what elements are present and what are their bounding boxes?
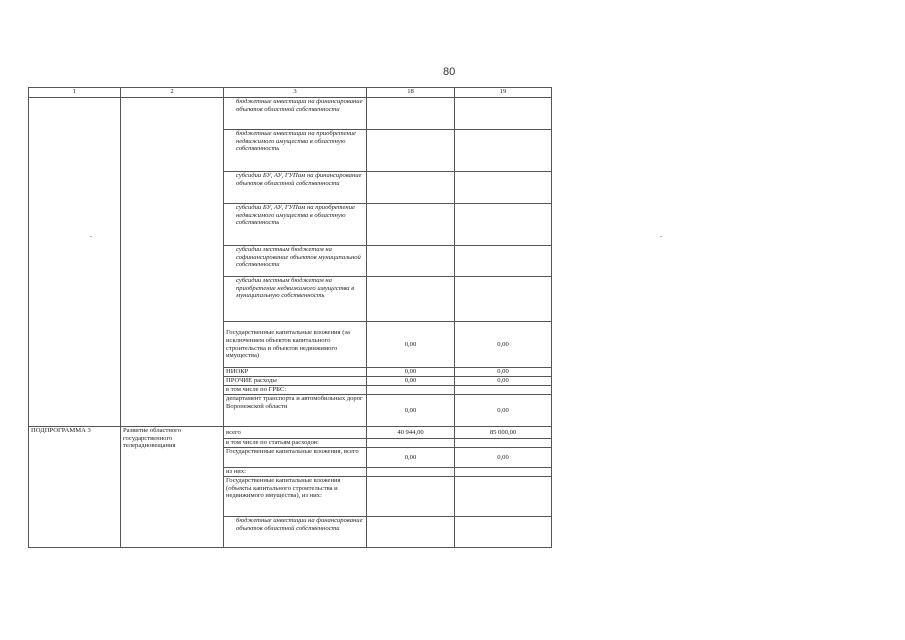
subprogram-row xyxy=(29,427,552,439)
value-19: 0,00 xyxy=(455,448,552,468)
value-18 xyxy=(367,517,455,548)
value-19 xyxy=(455,130,552,172)
value-19 xyxy=(455,172,552,204)
row-label: всего xyxy=(224,427,367,439)
row-label: департамент транспорта и автомобильных дорог Воронежской области xyxy=(224,395,367,427)
row-label: субсидии местным бюджетам на софинансирование объектов муниципальной собственности xyxy=(224,246,367,277)
row-label: субсидии местным бюджетам на приобретение недвижимого имущества в муниципальную собственность xyxy=(224,277,367,322)
col-header-19: 19 xyxy=(455,88,552,98)
value-19 xyxy=(455,517,552,548)
value-18 xyxy=(367,468,455,477)
empty-cell-col2 xyxy=(121,98,224,427)
header-row xyxy=(29,88,552,98)
value-18 xyxy=(367,277,455,322)
row-label: из них: xyxy=(224,468,367,477)
row-label: субсидии БУ, АУ, ГУПам на финансирование объектов областной собственности xyxy=(224,172,367,204)
value-19 xyxy=(455,439,552,448)
col-header-3: 3 xyxy=(224,88,367,98)
value-19: 0,00 xyxy=(455,368,552,377)
col-header-2: 2 xyxy=(121,88,224,98)
value-19 xyxy=(455,204,552,246)
value-18 xyxy=(367,172,455,204)
col-header-1: 1 xyxy=(29,88,121,98)
value-19: 85 000,00 xyxy=(455,427,552,439)
value-19: 0,00 xyxy=(455,322,552,368)
page-number: 80 xyxy=(443,66,456,78)
value-19 xyxy=(455,477,552,517)
value-18 xyxy=(367,439,455,448)
value-19: 0,00 xyxy=(455,395,552,427)
budget-table xyxy=(28,87,552,548)
value-19 xyxy=(455,246,552,277)
value-18 xyxy=(367,98,455,130)
row-label: в том числе по ГРБС: xyxy=(224,386,367,395)
value-18: 40 944,00 xyxy=(367,427,455,439)
value-18: 0,00 xyxy=(367,377,455,386)
table-row xyxy=(29,98,552,130)
value-18: 0,00 xyxy=(367,322,455,368)
value-19 xyxy=(455,98,552,130)
scan-speck xyxy=(660,236,662,237)
value-18: 0,00 xyxy=(367,368,455,377)
value-19 xyxy=(455,277,552,322)
row-label: НИОКР xyxy=(224,368,367,377)
row-label: бюджетные инвестиции на финансирование объектов областной собственности xyxy=(224,98,367,130)
value-18 xyxy=(367,477,455,517)
value-18: 0,00 xyxy=(367,395,455,427)
value-18: 0,00 xyxy=(367,448,455,468)
col-header-18: 18 xyxy=(367,88,455,98)
value-18 xyxy=(367,130,455,172)
value-18 xyxy=(367,386,455,395)
row-label: бюджетные инвестиции на финансирование объектов областной собственности xyxy=(224,517,367,548)
value-18 xyxy=(367,246,455,277)
value-19 xyxy=(455,386,552,395)
row-label: Государственные капитальные вложения (объекты капитального строительства и недвижимого имущества), из них: xyxy=(224,477,367,517)
row-label: бюджетные инвестиции на приобретение недвижимого имущества в областную собственность xyxy=(224,130,367,172)
subprogram-code: ПОДПРОГРАММА 3 xyxy=(29,427,121,548)
value-19 xyxy=(455,468,552,477)
row-label: субсидии БУ, АУ, ГУПам на приобретение недвижимого имущества в областную собственность xyxy=(224,204,367,246)
row-label: Государственные капитальные вложения (за исключением объектов капитального строительства и объектов недвижимого имущества) xyxy=(224,322,367,368)
value-18 xyxy=(367,204,455,246)
row-label: ПРОЧИЕ расходы xyxy=(224,377,367,386)
row-label: Государственные капитальные вложения, всего xyxy=(224,448,367,468)
subprogram-title: Развитие областного государственного телерадиовещания xyxy=(121,427,224,548)
empty-cell-col1 xyxy=(29,98,121,427)
row-label: в том числе по статьям расходов: xyxy=(224,439,367,448)
value-19: 0,00 xyxy=(455,377,552,386)
